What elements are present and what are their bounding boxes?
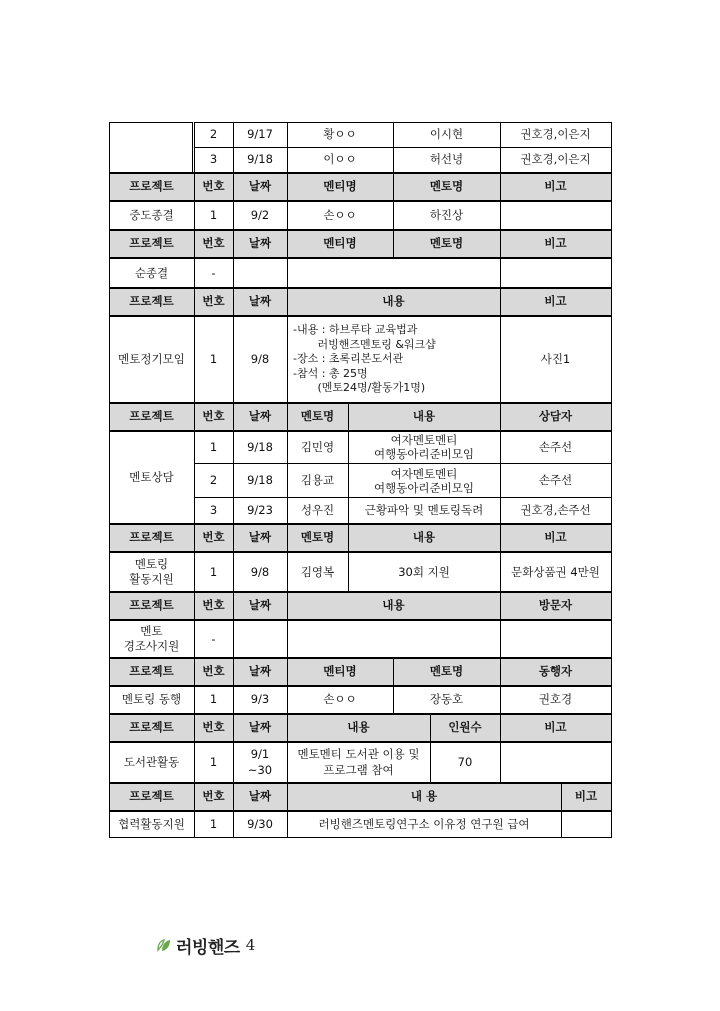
header-no: 번호 <box>194 403 233 430</box>
rule <box>109 782 611 784</box>
header-no: 번호 <box>194 592 233 619</box>
rule <box>109 257 611 259</box>
cell-no: 1 <box>209 816 218 831</box>
cell-mentee: 손ㅇㅇ <box>323 208 357 222</box>
rule <box>109 315 611 317</box>
header-mentor: 멘토명 <box>287 524 348 551</box>
project-dropout: 중도종결 <box>129 208 174 222</box>
rule <box>194 122 195 838</box>
rule <box>393 658 394 714</box>
brand-name: 러빙핸즈 <box>176 937 240 958</box>
header-date: 날짜 <box>233 783 287 810</box>
leaf-logo-icon <box>155 936 173 954</box>
header-people: 인원수 <box>430 714 500 741</box>
rule <box>109 122 192 123</box>
header-project: 프로젝트 <box>109 592 194 619</box>
cell-date: 9/18 <box>247 152 273 166</box>
cell-no: 1 <box>209 564 218 579</box>
cell-date: 9/18 <box>247 473 273 487</box>
header-note: 비고 <box>500 714 611 741</box>
header-date: 날짜 <box>233 524 287 551</box>
cell-counselor: 권호경,손주선 <box>520 503 591 517</box>
rule <box>393 122 394 259</box>
cell-date: 9/1 ~30 <box>247 747 273 777</box>
cell-mentee: 이ㅇㅇ <box>323 152 357 166</box>
cell-date: 9/23 <box>247 503 273 517</box>
project-condolence: 멘토 경조사지원 <box>123 624 180 653</box>
rule <box>194 122 611 123</box>
cell-content: 러빙핸즈멘토링연구소 이유정 연구원 급여 <box>318 816 530 831</box>
cell-content: 30회 지원 <box>398 564 450 579</box>
rule <box>109 619 611 621</box>
header-date: 날짜 <box>233 173 287 200</box>
cell-counselor: 손주선 <box>538 439 573 454</box>
header-note: 비고 <box>561 783 611 810</box>
rule <box>348 403 349 592</box>
cell-no: 1 <box>209 439 218 454</box>
header-content: 내용 <box>287 288 500 315</box>
header-counselor: 상담자 <box>500 403 611 430</box>
header-project: 프로젝트 <box>109 403 194 430</box>
header-mentor: 멘토명 <box>393 658 500 685</box>
header-no: 번호 <box>194 230 233 257</box>
header-date: 날짜 <box>233 658 287 685</box>
cell-note <box>500 202 611 229</box>
header-project: 프로젝트 <box>109 714 194 741</box>
project-completed: 순종결 <box>134 266 169 280</box>
header-project: 프로젝트 <box>109 230 194 257</box>
rule <box>194 147 611 148</box>
header-content: 내용 <box>348 403 500 430</box>
project-support: 멘토링 활동지원 <box>129 557 174 586</box>
rule <box>109 657 611 659</box>
rule <box>109 741 611 743</box>
header-date: 날짜 <box>233 288 287 315</box>
cell-content: 여자멘토멘티 여행동아리준비모임 <box>374 466 474 495</box>
cell-note <box>561 811 611 837</box>
rule <box>109 122 110 838</box>
cell-no: 1 <box>209 208 218 222</box>
cell-date: 9/18 <box>247 439 273 454</box>
header-mentee: 멘티명 <box>287 173 393 200</box>
project-meeting: 멘토정기모임 <box>118 352 185 366</box>
header-no: 번호 <box>194 783 233 810</box>
rule <box>109 200 611 202</box>
project-coop: 협력활동지원 <box>118 816 185 831</box>
meeting-content: -내용 : 하브루타 교육법과 러빙핸즈멘토링 &워크샵 -장소 : 초록리본도서관 -참석 : 총 25명 (멘토24명/활동가1명) <box>293 323 436 395</box>
rule <box>194 463 611 464</box>
rule <box>109 591 611 593</box>
header-mentee: 멘티명 <box>287 658 393 685</box>
header-content: 내 용 <box>287 783 561 810</box>
header-no: 번호 <box>194 524 233 551</box>
header-content: 내용 <box>348 524 500 551</box>
header-date: 날짜 <box>233 230 287 257</box>
cell-no: 1 <box>209 352 218 366</box>
header-note: 비고 <box>500 524 611 551</box>
cell-content: 근황파악 및 멘토링독려 <box>364 503 484 517</box>
rule <box>192 122 193 173</box>
header-note: 비고 <box>500 173 611 200</box>
cell-mentor: 김용교 <box>300 473 335 487</box>
rule <box>109 430 611 432</box>
cell-no: - <box>211 266 216 280</box>
rule <box>500 122 501 783</box>
header-project: 프로젝트 <box>109 658 194 685</box>
cell-no: 3 <box>209 503 218 517</box>
rule <box>561 783 562 838</box>
cell-companion: 권호경 <box>538 692 573 706</box>
header-date: 날짜 <box>233 714 287 741</box>
cell-no: 2 <box>209 473 218 487</box>
header-content: 내용 <box>287 714 430 741</box>
header-mentor: 멘토명 <box>393 230 500 257</box>
cell-mentor: 하진상 <box>429 208 464 222</box>
rule <box>233 122 234 838</box>
cell-date: 9/8 <box>250 352 270 366</box>
page-number: 4 <box>245 936 256 954</box>
cell-mentor: 김민영 <box>300 439 335 454</box>
cell-date: 9/30 <box>247 816 273 831</box>
project-library: 도서관활동 <box>123 754 180 769</box>
header-note: 비고 <box>500 230 611 257</box>
header-companion: 동행자 <box>500 658 611 685</box>
cell-no: - <box>211 631 216 646</box>
header-no: 번호 <box>194 714 233 741</box>
cell-note: 권호경,이은지 <box>520 127 591 141</box>
cell-counselor: 손주선 <box>538 473 573 487</box>
project-counsel: 멘토상담 <box>129 469 174 484</box>
cell-note: 문화상품권 4만원 <box>511 564 600 579</box>
header-project: 프로젝트 <box>109 173 194 200</box>
rule <box>287 122 288 838</box>
cell-mentor: 장동호 <box>429 692 464 706</box>
cell-note: 권호경,이은지 <box>520 152 591 166</box>
cell-no: 2 <box>209 127 218 141</box>
cell-content: 여자멘토멘티 여행동아리준비모임 <box>374 433 474 461</box>
cell-people: 70 <box>457 754 473 769</box>
rule <box>109 287 611 289</box>
cell-mentee: 손ㅇㅇ <box>323 692 357 706</box>
header-mentee: 멘티명 <box>287 230 393 257</box>
cell-no: 1 <box>209 692 218 706</box>
rule <box>109 810 611 812</box>
rule <box>109 523 611 525</box>
cell-no: 3 <box>209 152 218 166</box>
cell-note: 사진1 <box>540 352 571 366</box>
header-date: 날짜 <box>233 592 287 619</box>
header-mentor: 멘토명 <box>393 173 500 200</box>
rule <box>109 551 611 553</box>
cell-date: 9/3 <box>250 692 270 706</box>
project-accompany: 멘토링 동행 <box>121 692 182 706</box>
header-no: 번호 <box>194 288 233 315</box>
header-no: 번호 <box>194 173 233 200</box>
rule <box>109 837 611 838</box>
cell-mentee: 황ㅇㅇ <box>323 127 357 141</box>
rule <box>109 172 611 174</box>
cell-mentor: 이시현 <box>429 127 464 141</box>
header-visitor: 방문자 <box>500 592 611 619</box>
cell-date: 9/17 <box>247 127 273 141</box>
cell-date: 9/8 <box>250 564 270 579</box>
rule <box>109 713 611 715</box>
cell-note <box>500 742 611 782</box>
header-note: 비고 <box>500 288 611 315</box>
header-project: 프로젝트 <box>109 524 194 551</box>
rule <box>430 714 431 783</box>
cell-mentor: 성우진 <box>300 503 335 517</box>
header-no: 번호 <box>194 658 233 685</box>
header-project: 프로젝트 <box>109 288 194 315</box>
cell-mentor: 김영복 <box>300 564 335 579</box>
rule <box>611 122 612 838</box>
header-content: 내용 <box>287 592 500 619</box>
cell-content: 멘토멘티 도서관 이용 및 프로그램 참여 <box>297 747 420 777</box>
cell-no: 1 <box>209 754 218 769</box>
rule <box>194 497 611 498</box>
rule <box>109 685 611 687</box>
rule <box>109 402 611 404</box>
header-project: 프로젝트 <box>109 783 194 810</box>
header-mentor: 멘토명 <box>287 403 348 430</box>
header-date: 날짜 <box>233 403 287 430</box>
cell-date: 9/2 <box>250 208 270 222</box>
cell-mentor: 허선녕 <box>429 152 464 166</box>
rule <box>109 229 611 231</box>
page-footer <box>155 934 255 956</box>
